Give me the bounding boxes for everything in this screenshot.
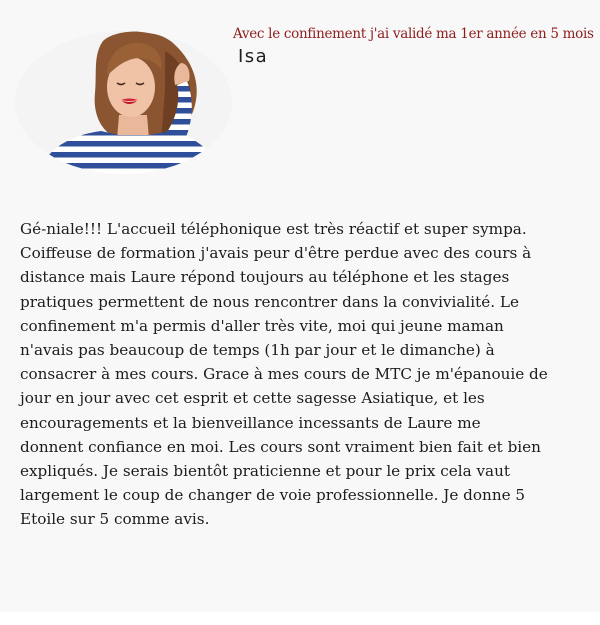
review-line: largement le coup de changer de voie professionnelle. Je donne 5 [20, 486, 526, 505]
review-line: confinement m'a permis d'aller très vite, moi qui jeune maman [20, 316, 504, 335]
review-text [20, 217, 582, 532]
review-line: Gé-niale!!! L'accueil téléphonique est très réactif et super sympa. [20, 220, 527, 238]
review-line: n'avais pas beaucoup de temps (1h par jour et le dimanche) à [20, 341, 495, 360]
review-line: pratiques permettent de nous rencontrer dans la convivialité. Le [20, 292, 519, 311]
author-photo [15, 31, 232, 174]
review-line: encouragements et la bienveillance incessants de Laure me [20, 413, 481, 432]
review-line: consacrer à mes cours. Grace à mes cours de MTC je m'épanouie de [20, 365, 548, 384]
review-line: distance mais Laure répond toujours au téléphone et les stages [20, 268, 510, 287]
review-line: expliqués. Je serais bientôt praticienne et pour le prix cela vaut [20, 462, 510, 481]
testimonial-headline: Avec le confinement j'ai validé ma 1er année en 5 mois [233, 26, 594, 42]
author-name: Isa [238, 46, 269, 67]
review-line: donnent confiance en moi. Les cours sont vraiment bien fait et bien [20, 437, 541, 456]
review-line: Coiffeuse de formation j'avais peur d'être perdue avec des cours à [20, 244, 532, 263]
review-line: Etoile sur 5 comme avis. [20, 510, 210, 529]
review-line: jour en jour avec cet esprit et cette sagesse Asiatique, et les [20, 389, 485, 408]
